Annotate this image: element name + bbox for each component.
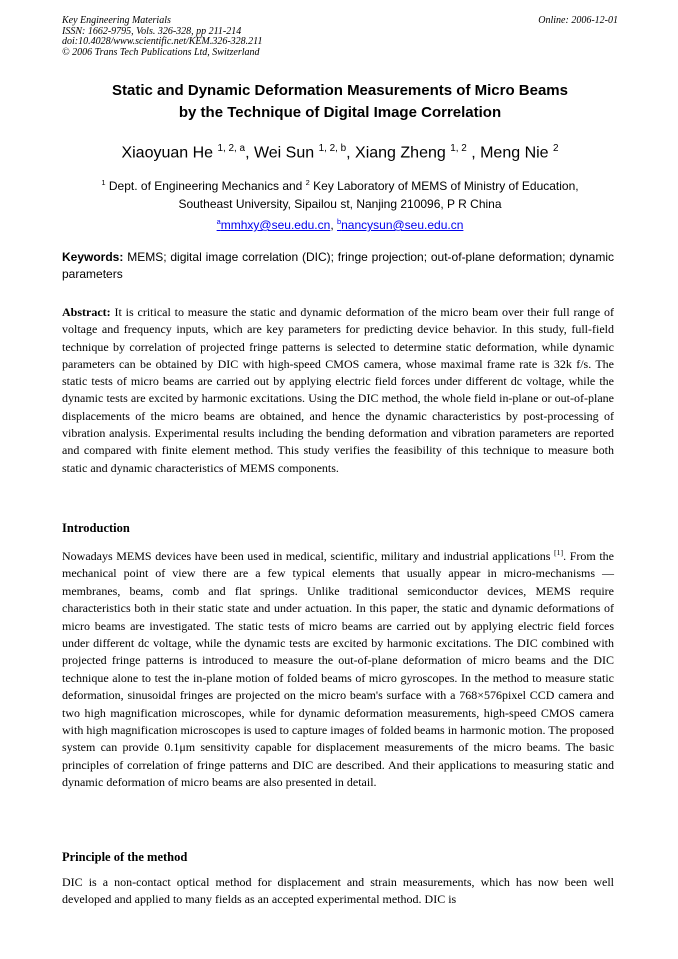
abstract (62, 304, 614, 477)
email-separator: , (330, 218, 337, 232)
author-name: Xiaoyuan He (121, 144, 214, 162)
affiliation-mark: 2 (305, 178, 310, 187)
title-line-1: Static and Dynamic Deformation Measurements of Micro Beams (112, 82, 568, 99)
email-mark: a (216, 217, 221, 226)
author-name: Xiang Zheng (355, 144, 446, 162)
abstract-text: It is critical to measure the static and dynamic deformation of the micro beam over their full range of voltage and frequency inputs, which are key parameters for predicting device behavior. In this study, full-field technique by correlation of projected fringe patterns is selected to determine static deformation, while dynamic parameters can be obtained by DIC with high-speed CMOS camera, whose maximal frame rate is 32k f/s. The static tests of micro beams are carried out by applying electric field forces under different dc voltage, while the dynamic tests are excited by harmonic excitations. Using the DIC method, the whole field in-plane or out-of-plane displacements of the micro beams are obtained, and hence the dynamic characteristics by post-processing of vibration analysis. Experimental results including the bending deformation and vibration parameters are reported and compared with finite element method. This study verifies the feasibility of this technique to measure both static and dynamic characteristics of MEMS components. (62, 305, 614, 475)
principle-paragraph: DIC is a non-contact optical method for displacement and strain measurements, which has now been well developed and applied to many fields as an accepted experimental method. DIC is (62, 875, 614, 907)
introduction-heading: Introduction (62, 521, 130, 535)
email-link-b[interactable] (337, 218, 463, 232)
keywords-label: Keywords: (62, 250, 124, 264)
author-name: Wei Sun (253, 144, 315, 162)
online-date: Online: 2006-12-01 (538, 15, 618, 26)
author-separator: , (245, 144, 254, 162)
author-affiliation-mark: 1, 2, a (217, 143, 246, 154)
introduction-text: Nowadays MEMS devices have been used in medical, scientific, military and industrial applications (62, 549, 555, 563)
author-name: Meng Nie (480, 144, 549, 162)
introduction-text: . From the mechanical point of view there are a few typical elements that usually appear in micro-mechanisms — membranes, beams, comb and flat springs. Unlike traditional semiconductor devices, MEMS require characteristics both in their static state and under actuation. In this paper, the static and dynamic deformations of micro beams are investigated. The static tests of micro beams are carried out by applying electric field forces under different dc voltage, while the dynamic tests are excited by harmonic excitations. The DIC combined with projected fringe patterns is introduced to measure the out-of-plane deformation of micro beams and the DIC technique alone to test the in-plane motion of folded beams of micro gyroscopes. In the method to measure static deformation, sinusoidal fringes are projected on the micro beam's surface with a 768×576pixel CCD camera and two high magnification microscopes, while for dynamic deformation measurements, high-speed CMOS camera with high magnification microscopes is used to capture images of folded beams in harmonic motion. The proposed system can provide 0.1μm sensitivity capable for displacement measurements of the micro beams. The basic principles of correlation of fringe patterns and DIC are described. And their applications to measuring static and dynamic deformation of micro beams are also presented in detail. (62, 549, 614, 790)
paper-title (62, 80, 618, 124)
author-affiliation-mark: 2 (553, 143, 559, 154)
introduction-paragraph (62, 544, 614, 792)
email-text: nancysun@seu.edu.cn (341, 218, 464, 232)
title-line-2: by the Technique of Digital Image Correlation (178, 104, 502, 121)
affiliation-line-1 (62, 174, 618, 195)
email-mark: b (336, 217, 342, 226)
journal-copyright: © 2006 Trans Tech Publications Ltd, Switzerland (62, 46, 260, 58)
author-list (62, 139, 618, 163)
affiliation-mark: 1 (101, 178, 106, 187)
author-affiliation-mark: 1, 2 (450, 143, 467, 154)
author-separator: , (346, 144, 356, 162)
journal-issn: ISSN: 1662-9795, Vols. 326-328, pp 211-214 (62, 25, 242, 37)
keywords-text: MEMS; digital image correlation (DIC); fringe projection; out-of-plane deformation; dynamic parameters (62, 250, 614, 281)
affiliations (62, 174, 618, 234)
affiliation-line-2: Southeast University, Sipailou st, Nanjing 210096, P R China (178, 197, 502, 211)
citation-ref[interactable]: [1] (554, 548, 564, 557)
email-link-a[interactable] (217, 218, 331, 232)
email-line (62, 213, 618, 234)
author-affiliation-mark: 1, 2, b (318, 143, 347, 154)
email-text: mmhxy@seu.edu.cn (220, 218, 331, 232)
abstract-label: Abstract: (62, 305, 111, 319)
affiliation-dept: Dept. of Engineering Mechanics and (105, 179, 306, 193)
keywords (62, 249, 614, 283)
journal-header (62, 16, 618, 58)
author-separator: , (466, 144, 481, 162)
affiliation-lab: Key Laboratory of MEMS of Ministry of Education, (309, 179, 579, 193)
principle-heading: Principle of the method (62, 850, 188, 864)
journal-name: Key Engineering Materials (62, 15, 171, 26)
journal-doi: doi:10.4028/www.scientific.net/KEM.326-328.211 (62, 36, 263, 47)
